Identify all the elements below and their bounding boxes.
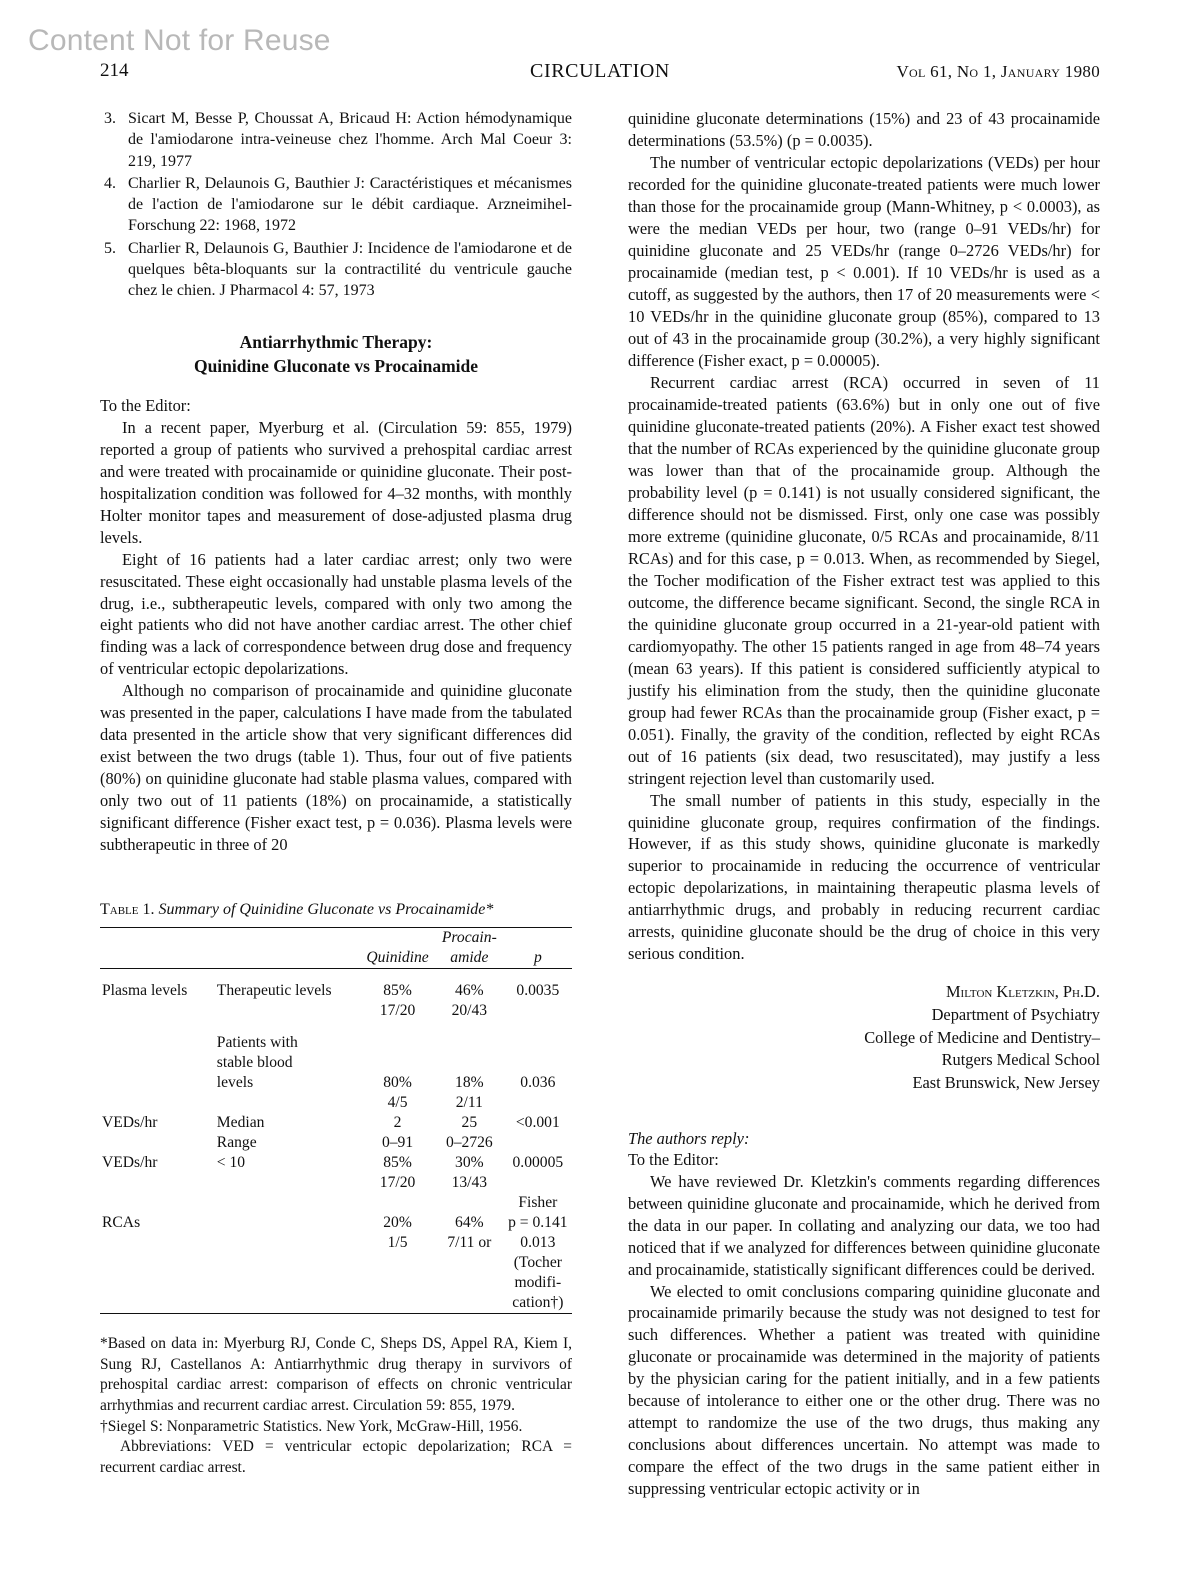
table-bottom-rule <box>100 1314 572 1327</box>
reply-paragraph-2: We elected to omit conclusions comparing quinidine gluconate and procainamide primarily because the study was not designed to test for such differences. Whether a patient was treated with quinidine gluconate or procainamide was determined in the majority of patients by the physician caring for the patient initially, and in a few patients because of intolerance to either one or the other drug. There was no attempt to randomize the use of the two drugs, thus making any conclusions about differences uncertain. No attempt was made to compare the effect of the two drugs in the same patient either in suppressing ventricular ectopic activity or in <box>628 1281 1100 1499</box>
table-cell <box>215 1233 360 1253</box>
reference-item <box>100 108 572 172</box>
table-cell: 0.0035 <box>516 982 560 1000</box>
letter-paragraph-2: Eight of 16 patients had a later cardiac arrest; only two were resuscitated. These eight occasionally had unstable plasma levels of the drug, i.e., subtherapeutic levels, compared with only two among the eight patients who did not have another cardiac arrest. The other chief finding was a lack of correspondence between drug dose and frequency of ventricular ectopic depolarizations. <box>100 549 572 679</box>
letter-title-line-1: Antiarrhythmic Therapy: <box>239 332 433 353</box>
table-title: Summary of Quinidine Gluconate vs Procainamide* <box>158 901 494 919</box>
reference-item <box>100 173 572 237</box>
table-row <box>100 1133 572 1153</box>
table-cell <box>215 1213 360 1233</box>
table-cell <box>360 1053 435 1073</box>
reference-list <box>100 108 572 301</box>
table-cell: 85% <box>383 1154 412 1172</box>
table-cell <box>504 1173 572 1193</box>
table-cell <box>504 1053 572 1073</box>
table-footnote-abbreviations: Abbreviations: VED = ventricular ectopic depolarization; RCA = recurrent cardiac arrest. <box>100 1438 572 1476</box>
table-cell: (Tocher <box>513 1254 562 1272</box>
table-row <box>100 1253 572 1273</box>
table-cell: 0.013 <box>520 1234 556 1252</box>
author-name: Milton Kletzkin, Ph.D. <box>945 982 1100 1002</box>
table-cell <box>360 1273 435 1293</box>
reference-number: 3. <box>104 110 116 127</box>
table-cell: Patients with <box>216 1034 298 1052</box>
table-head-rule <box>100 928 572 949</box>
table-cell <box>100 1253 215 1273</box>
table-cell <box>100 1173 215 1193</box>
table-cell <box>435 1053 504 1073</box>
table-cell <box>215 1173 360 1193</box>
table-cell: 0–91 <box>381 1134 414 1152</box>
table-1 <box>100 900 572 1478</box>
table-cell: 0.00005 <box>512 1154 564 1172</box>
table-cell: stable blood <box>216 1054 293 1072</box>
table-cell <box>360 1033 435 1053</box>
table-data <box>100 927 572 1326</box>
table-row <box>100 1193 572 1213</box>
table-cell: 2/11 <box>455 1094 483 1112</box>
table-body-rule <box>100 969 572 982</box>
letter-paragraph-5: Recurrent cardiac arrest (RCA) occurred in seven of 11 procainamide-treated patients (63.6%) but in only one out of five quinidine gluconate-treated patients (20%). A Fisher exact test showed that the number of RCAs experienced by the quinidine gluconate group was lower than that of the procainamide group. Although the probability level (p = 0.141) is not usually considered significant, the difference should not be dismissed. First, only one case was possibly more extreme (quinidine gluconate, 0/5 RCAs and procainamide, 8/11 RCAs) and for this case, p = 0.013. When, as recommended by Siegel, the Tocher modification of the Fisher extract test was applied to this outcome, the difference became significant. Second, the single RCA in the quinidine gluconate group occurred in a 21-year-old patient with cardiomyopathy. The other 15 patients ranged in age from 48–74 years (mean 63 years). If this patient is considered sufficiently atypical to justify his elimination from the study, then the quinidine gluconate group had fewer RCAs than the procainamide group (Fisher exact, p = 0.051). Finally, the gravity of the condition, reflected by eight RCAs out of 16 patients (six dead, two resuscitated), may justify a less stringent rejection level than customarily used. <box>628 372 1100 788</box>
table-cell <box>504 1093 572 1113</box>
reference-text: Charlier R, Delaunois G, Bauthier J: Incidence de l'amiodarone et de quelques bêta-bloquants sur la contractilité du ventricule gauche chez le chien. J Pharmacol 4: 57, 1973 <box>128 239 572 300</box>
table-cell: 0.036 <box>520 1074 556 1092</box>
table-row <box>100 1053 572 1073</box>
table-cell: 46% <box>455 982 484 1000</box>
table-row <box>100 1233 572 1253</box>
table-row <box>100 1113 572 1133</box>
table-cell: 2 <box>393 1114 402 1132</box>
table-cell <box>100 1073 215 1093</box>
table-cell <box>504 1001 572 1021</box>
table-footnote-source: *Based on data in: Myerburg RJ, Conde C, Sheps DS, Appel RA, Kiem I, Sung RJ, Castellanos A: Antiarrhythmic drug therapy in survivors of prehospital cardiac arrest: comparison of effects on chronic ventricular arrhythmias and recurrent cardiac arrest. Circulation 59: 855, 1979. <box>100 1335 572 1415</box>
table-cell: 20/43 <box>451 1002 488 1020</box>
table-caption <box>100 900 572 921</box>
table-row <box>100 1093 572 1113</box>
table-cell: 30% <box>455 1154 484 1172</box>
author-college: College of Medicine and Dentistry– <box>864 1027 1100 1047</box>
reply-heading: The authors reply: <box>628 1128 750 1148</box>
table-row <box>100 1073 572 1093</box>
table-cell <box>215 1093 360 1113</box>
table-cell <box>360 1253 435 1273</box>
table-cell <box>435 1193 504 1213</box>
letter-salutation: To the Editor: <box>100 395 191 415</box>
table-footnote-tocher: †Siegel S: Nonparametric Statistics. New York, McGraw-Hill, 1956. <box>100 1417 523 1435</box>
table-cell <box>215 1293 360 1314</box>
table-cell: 13/43 <box>451 1174 488 1192</box>
table-cell: <0.001 <box>515 1114 560 1132</box>
table-cell <box>360 1293 435 1314</box>
letter-title <box>100 331 572 378</box>
reference-text: Sicart M, Besse P, Choussat A, Bricaud H: Action hémodynamique de l'amiodarone intra-veineuse chez l'homme. Arch Mal Coeur 3: 219, 1977 <box>128 110 572 170</box>
table-cell: Median <box>216 1114 265 1132</box>
table-cell: VEDs/hr <box>102 1114 158 1132</box>
table-cell: 0–2726 <box>445 1134 493 1152</box>
letter-title-line-2: Quinidine Gluconate vs Procainamide <box>193 356 479 377</box>
letter-paragraph-6: The small number of patients in this study, especially in the quinidine gluconate group, requires confirmation of the findings. However, if as this study shows, quinidine gluconate is markedly superior to procainamide in reducing the occurrence of ventricular ectopic depolarizations, in maintaining therapeutic plasma levels of antiarrhythmic drugs, and probably in reducing recurrent cardiac arrests, quinidine gluconate should be the drug of choice in this very serious condition. <box>628 790 1100 964</box>
letter-paragraph-3: Although no comparison of procainamide and quinidine gluconate was presented in the paper, calculations I have made from the tabulated data presented in the article show that very significant differences did exist between the two drugs (table 1). Thus, four out of five patients (80%) on quinidine gluconate had stable plasma values, compared with only two out of 11 patients (18%) on procainamide, a statistically significant difference (Fisher exact test, p = 0.036). Plasma levels were subtherapeutic in three of 20 <box>100 681 572 855</box>
table-cell: 7/11 or <box>447 1234 492 1252</box>
left-column <box>100 108 572 1479</box>
table-cell <box>215 1253 360 1273</box>
table-row <box>100 1213 572 1233</box>
issue-info: Vol 61, No 1, January 1980 <box>896 62 1100 81</box>
table-cell <box>435 1033 504 1053</box>
table-header-row <box>100 948 572 969</box>
table-row <box>100 1273 572 1293</box>
right-column <box>628 108 1100 1500</box>
table-row <box>100 1033 572 1053</box>
table-spacer <box>100 1021 572 1033</box>
table-cell: modifi- <box>514 1274 562 1292</box>
table-row <box>100 1173 572 1193</box>
table-cell: 85% <box>383 982 412 1000</box>
table-cell <box>504 1033 572 1053</box>
table-row <box>100 1153 572 1173</box>
table-cell <box>100 1293 215 1314</box>
table-cell <box>100 1093 215 1113</box>
reply-paragraph-1: We have reviewed Dr. Kletzkin's comments regarding differences between quinidine gluconate and procainamide, which he derived from the data in our paper. In collating and analyzing our data, we too had noticed that if we analyzed for differences between quinidine gluconate and procainamide, statistically significant differences could be derived. <box>628 1171 1100 1279</box>
table-cell: levels <box>216 1074 254 1092</box>
table-footnotes <box>100 1334 572 1478</box>
letter-signature <box>628 981 1100 1094</box>
table-row <box>100 1293 572 1314</box>
table-cell: VEDs/hr <box>102 1154 158 1172</box>
table-cell: Plasma levels <box>102 982 188 1000</box>
table-col-head-procainamide-2: amide <box>450 949 489 967</box>
table-cell <box>100 1053 215 1073</box>
letter-paragraph-1: In a recent paper, Myerburg et al. (Circulation 59: 855, 1979) reported a group of patients who survived a prehospital cardiac arrest and were treated with procainamide or quinidine gluconate. Their post-hospitalization condition was followed for 4–32 months, with monthly Holter monitor tapes and measurement of dose-adjusted plasma drug levels. <box>100 417 572 547</box>
table-cell: 17/20 <box>379 1174 416 1192</box>
reference-item <box>100 238 572 302</box>
reference-number: 5. <box>104 239 116 257</box>
table-cell: Range <box>216 1134 257 1152</box>
letter-paragraph-3-cont: quinidine gluconate determinations (15%) and 23 of 43 procainamide determinations (53.5%) (p = 0.0035). <box>628 109 1100 150</box>
reference-number: 4. <box>104 174 116 192</box>
table-cell <box>215 1193 360 1213</box>
table-col-head-p: p <box>533 949 542 967</box>
page-number: 214 <box>100 60 129 81</box>
table-col-head-procainamide-1: Procain- <box>435 928 504 949</box>
author-location: East Brunswick, New Jersey <box>912 1072 1100 1092</box>
table-cell <box>100 1273 215 1293</box>
table-cell: 1/5 <box>387 1234 408 1252</box>
table-cell <box>504 1133 572 1153</box>
table-cell <box>100 1233 215 1253</box>
table-cell: 64% <box>455 1214 484 1232</box>
table-cell: p = 0.141 <box>508 1214 568 1232</box>
table-cell: < 10 <box>216 1154 246 1172</box>
page-header <box>100 60 1100 84</box>
table-cell: 20% <box>383 1214 412 1232</box>
letter-paragraph-4: The number of ventricular ectopic depolarizations (VEDs) per hour recorded for the quinidine gluconate-treated patients were much lower than those for the procainamide group (Mann-Whitney, p < 0.0003), as were the median VEDs per hour, two (range 0–91 VEDs/hr) for quinidine gluconate and 25 VEDs/hr (range 0–2726 VEDs/hr) for procainamide (median test, p < 0.001). If 10 VEDs/hr is used as a cutoff, as suggested by the authors, then 17 of 20 measurements were < 10 VEDs/hr in the quinidine gluconate group (85%), compared to 13 out of 43 in the procainamide group (30.2%), a very highly significant difference (Fisher exact, p = 0.00005). <box>628 152 1100 370</box>
table-cell: 80% <box>383 1074 412 1092</box>
table-cell: Therapeutic levels <box>216 982 332 1000</box>
table-cell: Fisher <box>518 1194 558 1212</box>
watermark-content-not-for-reuse: Content Not for Reuse <box>28 24 331 57</box>
table-row <box>100 981 572 1001</box>
table-cell <box>435 1273 504 1293</box>
table-cell <box>100 1133 215 1153</box>
table-cell <box>215 1001 360 1021</box>
table-cell <box>100 1193 215 1213</box>
reference-text: Charlier R, Delaunois G, Bauthier J: Caractéristiques et mécanismes de l'action de l'amiodarone sur le débit cardiaque. Arzneimihel-Forschung 22: 1968, 1972 <box>128 174 572 235</box>
author-department: Department of Psychiatry <box>931 1005 1100 1025</box>
journal-name: CIRCULATION <box>530 60 670 82</box>
table-cell: 4/5 <box>387 1094 408 1112</box>
table-col-head-quinidine: Quinidine <box>366 949 429 967</box>
table-cell: cation†) <box>512 1294 564 1312</box>
reply-salutation: To the Editor: <box>628 1149 719 1169</box>
table-label: Table 1. <box>100 901 155 919</box>
table-cell: 18% <box>455 1074 484 1092</box>
table-cell <box>360 1193 435 1213</box>
author-school: Rutgers Medical School <box>941 1050 1100 1070</box>
table-row <box>100 1001 572 1021</box>
table-cell <box>100 1001 215 1021</box>
table-cell <box>100 1033 215 1053</box>
table-cell <box>435 1293 504 1314</box>
table-cell <box>215 1273 360 1293</box>
table-cell: RCAs <box>102 1214 141 1232</box>
table-cell <box>435 1253 504 1273</box>
table-cell: 25 <box>461 1114 478 1132</box>
table-cell: 17/20 <box>379 1002 416 1020</box>
